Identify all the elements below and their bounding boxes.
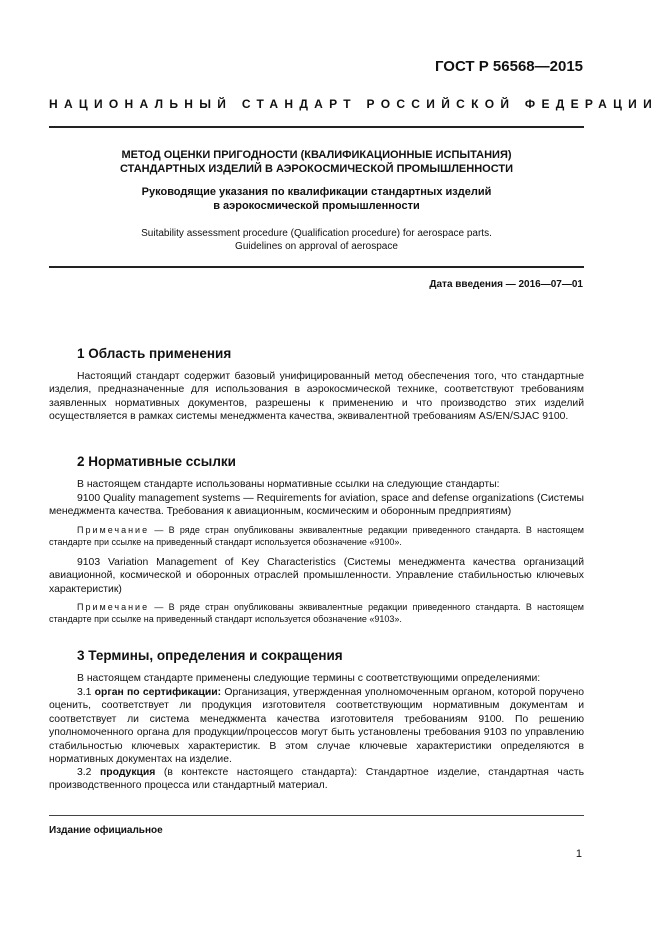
document-title [49,148,584,176]
section-2-note-1 [49,524,584,549]
section-1-paragraph: Настоящий стандарт содержит базовый унифицированный метод обеспечения того, что стандартные изделия, предназначенные для использования в аэрокосмической технике, соответствуют требованиям заявленных нормативных документов, разрешены к применению и что производство этих изделий осуществляется в рамках системы менеджмента качества, эквивалентной требованиям AS/EN/SJAC 9100. [49,371,584,423]
section-2-paragraph-1: В настоящем стандарте использованы нормативные ссылки на следующие стандарты: [77,479,500,490]
section-2-note-2 [49,601,584,626]
header-rule [49,126,584,128]
term-name: продукция [99,767,156,778]
section-1-heading: 1 Область применения [77,346,232,361]
english-title-line-1: Suitability assessment procedure (Qualification procedure) for aerospace parts. [141,228,492,239]
title-line-1: МЕТОД ОЦЕНКИ ПРИГОДНОСТИ (КВАЛИФИКАЦИОННЫЕ ИСПЫТАНИЯ) [121,149,512,161]
term-definition: Организация, утвержденная уполномоченным органом, которой поручено оценить, соответствует ли продукция изготовителя соответствующим нормативным документам и соответствует ли система менеджмента качества изготовителя требованиям 9100. По решению уполномоченного органа для продукции/процессов могут быть установлены требования 9103 по управлению стабильностью ключевых характеристик. В этом случае ключевые характеристики определяются в нормативных документах на изделие. [49,687,584,766]
section-3-heading: 3 Термины, определения и сокращения [77,648,343,663]
term-definition: (в контексте настоящего стандарта): Стандартное изделие, стандартная часть производственного процесса или стандартный материал. [49,767,584,792]
footer-rule [49,815,584,816]
introduction-date: Дата введения — 2016—07—01 [429,279,583,290]
note-2-text: — В ряде стран опубликованы эквивалентные редакции приведенного стандарта. В настоящем стандарте при ссылке на приведенный стандарт используется обозначение «9103». [49,602,584,625]
english-title [49,227,584,253]
document-code: ГОСТ Р 56568—2015 [434,58,583,75]
page-number: 1 [575,848,582,860]
term-name: орган по сертификации: [94,687,222,698]
title-line-2: СТАНДАРТНЫХ ИЗДЕЛИЙ В АЭРОКОСМИЧЕСКОЙ ПРОМЫШЛЕННОСТИ [120,163,513,175]
national-standard-banner: НАЦИОНАЛЬНЫЙ СТАНДАРТ РОССИЙСКОЙ ФЕДЕРАЦИИ [49,97,659,111]
section-2-reference-9103: 9103 Variation Management of Key Characteristics (Системы менеджмента качества организаций авиационной, космической и оборонных отраслей промышленности. Управление стабильностью ключевых характеристик) [49,557,584,595]
subtitle-line-1: Руководящие указания по квалификации стандартных изделий [141,186,492,198]
term-number: 3.1 [77,687,95,698]
official-edition-label: Издание официальное [49,825,163,836]
section-2-reference-9100: 9100 Quality management systems — Requirements for aviation, space and defense organizations (Системы менеджмента качества. Требования к авиационным, космическим и оборонным предприятиям) [49,493,584,518]
section-3-paragraph-1: В настоящем стандарте применены следующие термины с соответствующими определениями: [77,673,541,684]
title-rule [49,266,584,268]
term-3-1 [49,686,584,766]
section-2-heading: 2 Нормативные ссылки [77,454,236,469]
term-3-2 [49,766,584,793]
note-1-text: — В ряде стран опубликованы эквивалентные редакции приведенного стандарта. В настоящем стандарте при ссылке на приведенный стандарт используется обозначение «9100». [49,525,584,548]
english-title-line-2: Guidelines on approval of aerospace [235,241,398,252]
note-label: Примечание [77,525,150,535]
subtitle-line-2: в аэрокосмической промышленности [213,200,420,212]
term-number: 3.2 [77,767,100,778]
document-subtitle [49,185,584,213]
note-label: Примечание [77,602,150,612]
